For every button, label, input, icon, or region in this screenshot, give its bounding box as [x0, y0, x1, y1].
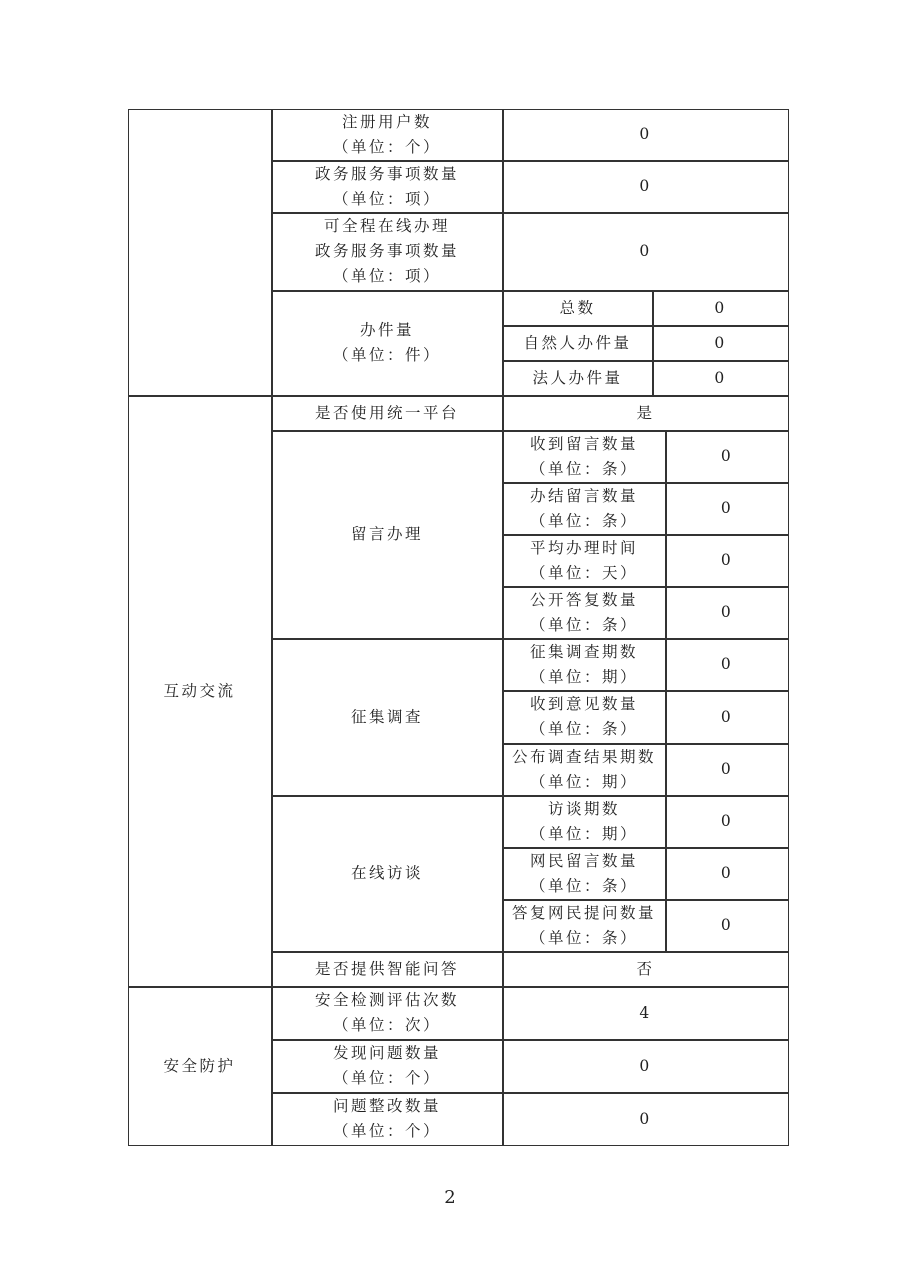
unit: （单位：期）: [529, 667, 638, 686]
value-cell: 0: [666, 639, 789, 691]
label: 收到意见数量: [529, 695, 638, 713]
value-cell: 0: [666, 431, 789, 483]
group-label-cell: 在线访谈: [272, 796, 503, 952]
label: 政务服务事项数量: [314, 242, 459, 260]
label: 收到留言数量: [529, 434, 638, 453]
group-label-cell: 留言办理: [272, 431, 503, 639]
value-cell: 0: [653, 291, 789, 326]
group-label-cell: 征集调查: [272, 639, 503, 796]
label-cell: [272, 213, 503, 291]
sub-label-cell: [503, 483, 666, 535]
value-cell: 0: [503, 213, 789, 291]
unit: （单位：件）: [332, 346, 441, 364]
unit: （单位：条）: [529, 876, 638, 895]
value-cell: 0: [653, 361, 789, 396]
unit: （单位：期）: [529, 772, 638, 791]
label-cell: [272, 161, 503, 213]
unit: （单位：条）: [529, 511, 638, 530]
value-cell: 0: [666, 483, 789, 535]
value-cell: 0: [666, 535, 789, 587]
unit: （单位：个）: [332, 1122, 441, 1140]
value-cell: 是: [503, 396, 789, 431]
sub-label-cell: 法人办件量: [503, 361, 653, 396]
unit: （单位：条）: [529, 928, 638, 947]
label: 征集调查期数: [529, 642, 638, 661]
sub-label-cell: [503, 848, 666, 900]
unit: （单位：期）: [529, 824, 638, 843]
value-cell: 0: [666, 900, 789, 952]
label: 公开答复数量: [529, 590, 638, 609]
unit: （单位：次）: [332, 1016, 441, 1034]
value-cell: 0: [666, 691, 789, 744]
label: 问题整改数量: [332, 1097, 441, 1115]
label-cell: [272, 1093, 503, 1146]
sub-label-cell: 总数: [503, 291, 653, 326]
value-cell: 0: [666, 587, 789, 639]
label: 发现问题数量: [332, 1044, 441, 1062]
label: 注册用户数: [341, 112, 432, 131]
unit: （单位：条）: [529, 459, 638, 478]
value-cell: 0: [503, 1040, 789, 1093]
sub-label-cell: [503, 900, 666, 952]
sub-label-cell: 自然人办件量: [503, 326, 653, 361]
label-cell: [272, 291, 503, 396]
label: 政务服务事项数量: [314, 164, 459, 183]
label-cell: 是否使用统一平台: [272, 396, 503, 431]
sub-label-cell: [503, 639, 666, 691]
sub-label-cell: [503, 691, 666, 744]
sub-label-cell: [503, 744, 666, 796]
label: 可全程在线办理: [323, 217, 450, 235]
section-cell: 安全防护: [128, 987, 272, 1146]
label: 访谈期数: [547, 799, 620, 818]
value-cell: 0: [503, 161, 789, 213]
value-cell: 0: [503, 109, 789, 161]
sub-label-cell: [503, 796, 666, 848]
page-number: 2: [444, 1187, 456, 1208]
label: 答复网民提问数量: [511, 903, 656, 922]
label-cell: 是否提供智能问答: [272, 952, 503, 987]
value-cell: 0: [666, 848, 789, 900]
value-cell: 4: [503, 987, 789, 1040]
unit: （单位：个）: [332, 1069, 441, 1087]
unit: （单位：条）: [529, 615, 638, 634]
value-cell: 0: [666, 796, 789, 848]
value-cell: 0: [666, 744, 789, 796]
unit: （单位：个）: [332, 137, 441, 156]
label-cell: [272, 987, 503, 1040]
unit: （单位：条）: [529, 720, 638, 738]
label-cell: [272, 109, 503, 161]
label: 公布调查结果期数: [511, 747, 656, 766]
label: 平均办理时间: [529, 538, 638, 557]
label: 安全检测评估次数: [314, 991, 459, 1009]
label: 网民留言数量: [529, 851, 638, 870]
unit: （单位：项）: [332, 189, 441, 208]
section-cell: 互动交流: [128, 396, 272, 987]
sub-label-cell: [503, 431, 666, 483]
label: 办件量: [359, 321, 414, 339]
value-cell: 0: [653, 326, 789, 361]
sub-label-cell: [503, 587, 666, 639]
unit: （单位：项）: [332, 267, 441, 285]
section-cell-empty: [128, 109, 272, 396]
sub-label-cell: [503, 535, 666, 587]
unit: （单位：天）: [529, 563, 638, 582]
value-cell: 0: [503, 1093, 789, 1146]
value-cell: 否: [503, 952, 789, 987]
label: 办结留言数量: [529, 486, 638, 505]
label-cell: [272, 1040, 503, 1093]
